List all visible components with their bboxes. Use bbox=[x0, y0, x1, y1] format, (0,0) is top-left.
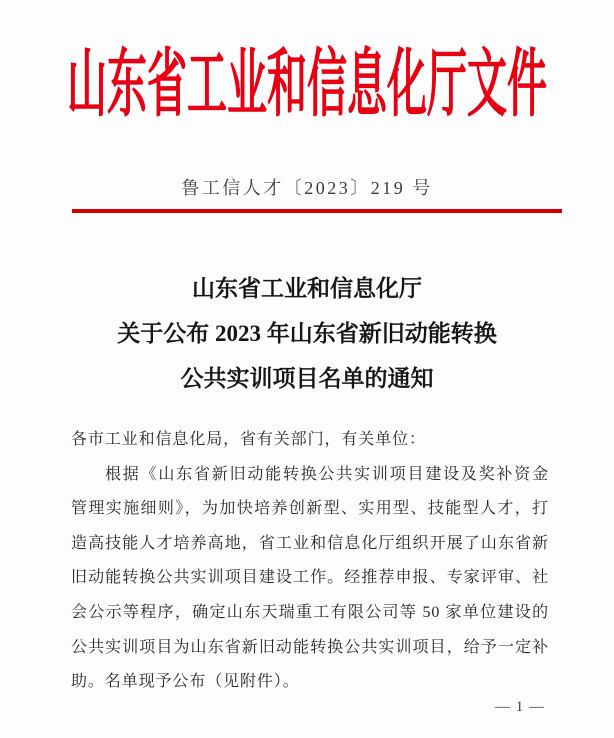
red-header-banner bbox=[0, 0, 614, 157]
salutation-line: 各市工业和信息化局，省有关部门，有关单位： bbox=[71, 431, 426, 448]
page-number: — 1 — bbox=[495, 699, 545, 715]
body-line: 旧动能转换公共实训项目建设工作。经推荐申报、专家评审、社 bbox=[71, 569, 549, 587]
body-line: 造高技能人才培养高地，省工业和信息化厅组织开展了山东省新 bbox=[71, 534, 549, 552]
notice-body bbox=[71, 423, 549, 700]
notice-title-line-1: 山东省工业和信息化厅 bbox=[192, 276, 422, 301]
agency-header-title: 山东省工业和信息化厅文件 bbox=[67, 42, 547, 126]
body-line: 根据《山东省新旧动能转换公共实训项目建设及奖补资金 bbox=[105, 465, 549, 483]
notice-title-line-2: 关于公布 2023 年山东省新旧动能转换 bbox=[117, 321, 497, 346]
body-line: 助。名单现予公布（见附件）。 bbox=[71, 673, 300, 691]
body-line: 管理实施细则》，为加快培养创新型、实用型、技能型人才，打 bbox=[71, 500, 549, 518]
red-divider-line bbox=[72, 209, 562, 213]
document-number: 鲁工信人才〔2023〕219 号 bbox=[181, 178, 433, 198]
body-line: 公共实训项目为山东省新旧动能转换公共实训项目，给予一定补 bbox=[71, 638, 549, 656]
notice-title bbox=[0, 266, 614, 401]
notice-title-line-3: 公共实训项目名单的通知 bbox=[180, 366, 434, 391]
body-line: 会公示等程序，确定山东天瑞重工有限公司等 50 家单位建设的 bbox=[71, 603, 549, 621]
